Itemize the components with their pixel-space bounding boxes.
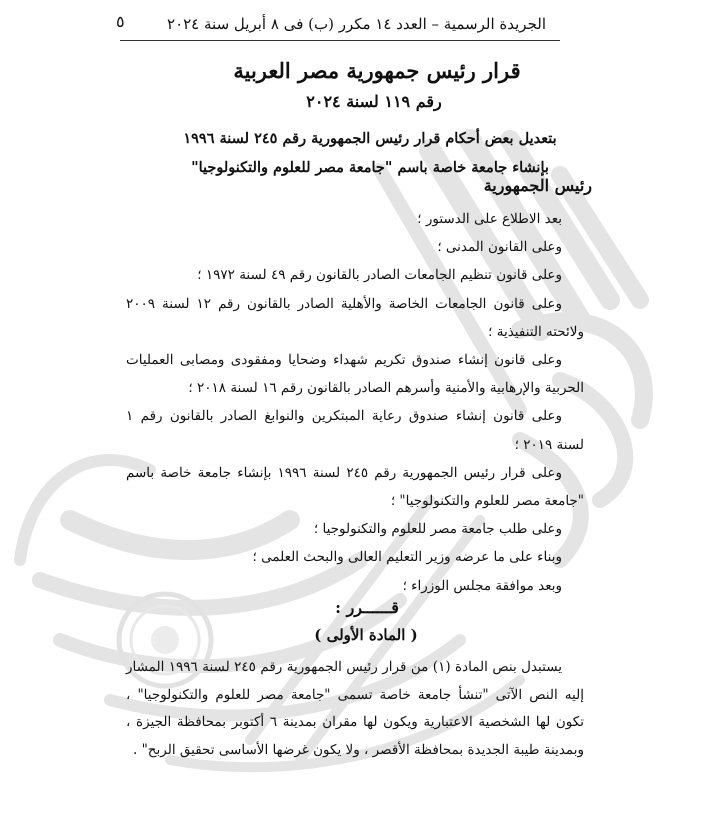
journal-info: الجريدة الرسمية – العدد ١٤ مكرر (ب) فى ٨ أبريل سنة ٢٠٢٤ [167,15,546,33]
gazette-header [116,12,546,36]
preamble-item: وعلى قانون إنشاء صندوق رعاية المبتكرين والنوابغ الصادر بالقانون رقم ١ لسنة ٢٠١٩ ؛ [126,408,584,453]
subject-line-2: بإنشاء جامعة خاصة باسم "جامعة مصر للعلوم والتكنولوجيا" [191,159,549,176]
preamble-item: وعلى قانون إنشاء صندوق تكريم شهداء وضحايا ومفقودى ومصابى العمليات الحربية والإرهابية والأمنية وأسرهم الصادر بالقانون رقم ١٦ لسنة ٢٠١٨ ؛ [126,352,584,397]
preamble-item: وعلى طلب جامعة مصر للعلوم والتكنولوجيا ؛ [313,521,562,538]
page-number: ٥ [116,12,125,31]
decision-heading: قــــــرر : [335,598,399,617]
preamble-item: وعلى قرار رئيس الجمهورية رقم ٢٤٥ لسنة ١٩٩٦ بإنشاء جامعة خاصة باسم "جامعة مصر للعلوم والتكنولوجيا" ؛ [126,464,584,510]
preamble-item: وعلى قانون الجامعات الخاصة والأهلية الصادر بالقانون رقم ١٢ لسنة ٢٠٠٩ ولائحته التنفيذية ؛ [126,295,584,340]
preamble [126,205,584,600]
article-text: يستبدل بنص المادة (١) من قرار رئيس الجمهورية رقم ٢٤٥ لسنة ١٩٩٦ المشار إليه النص الآتى "تنشأ جامعة خاصة تسمى "جامعة مصر للعلوم والتكنولوجيا" ، تكون لها الشخصية الاعتبارية ويكون لها مقران بمدينة ٦ أكتوبر بمحافظة الجيزة ، وبمدينة طيبة الجديدة بمحافظة الأقصر ، ولا يكون غرضها الأساسى تحقيق الربح" . [126,659,584,758]
preamble-item: بعد الاطلاع على الدستور ؛ [417,211,562,227]
decree-subject [0,124,724,182]
decree-title: قرار رئيس جمهورية مصر العربية [233,58,521,83]
president-heading: رئيس الجمهورية [483,176,592,195]
subject-line-1: بتعديل بعض أحكام قرار رئيس الجمهورية رقم ٢٤٥ لسنة ١٩٩٦ [183,130,557,147]
decree-number: رقم ١١٩ لسنة ٢٠٢٤ [306,92,442,111]
preamble-item: وبعد موافقة مجلس الوزراء ؛ [402,577,562,594]
preamble-item: وعلى قانون تنظيم الجامعات الصادر بالقانون رقم ٤٩ لسنة ١٩٧٢ ؛ [197,267,562,284]
article-heading: ( المادة الأولى ) [314,626,418,644]
preamble-item: وعلى القانون المدنى ؛ [437,239,562,256]
preamble-item: وبناء على ما عرضه وزير التعليم العالى والبحث العلمى ؛ [252,549,562,566]
header-divider [120,40,560,41]
